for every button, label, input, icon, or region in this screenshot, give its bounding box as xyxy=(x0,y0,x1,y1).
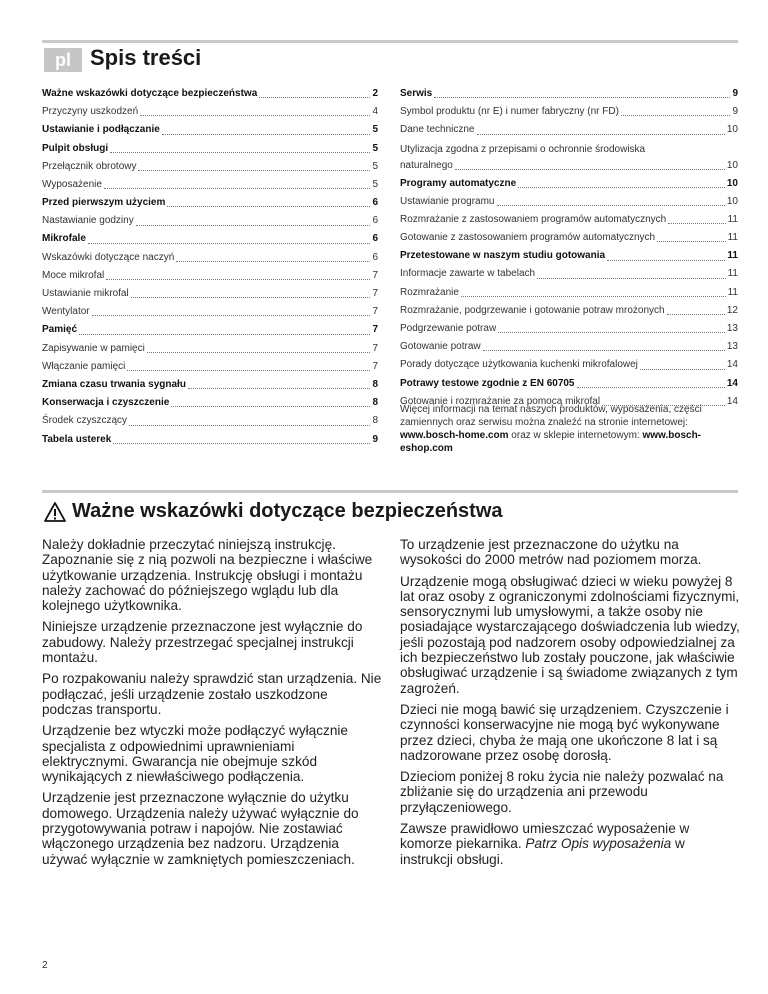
toc-entry-page: 11 xyxy=(727,268,738,280)
toc-entry[interactable] xyxy=(42,303,378,321)
toc-entry-label: Przyczyny uszkodzeń xyxy=(42,106,139,118)
toc-entry[interactable] xyxy=(400,211,738,229)
safety-left-column xyxy=(42,537,382,873)
language-badge: pl xyxy=(44,48,82,72)
toc-entry-label: Symbol produktu (nr E) i numer fabryczny (nr FD) xyxy=(400,106,619,118)
toc-leader-dots xyxy=(162,134,371,135)
toc-entry[interactable] xyxy=(400,356,738,374)
toc-leader-dots xyxy=(497,205,725,206)
toc-leader-dots xyxy=(127,370,370,371)
toc-entry-page: 13 xyxy=(726,323,738,335)
safety-paragraph: Po rozpakowaniu należy sprawdzić stan urządzenia. Nie podłączać, jeśli urządzenie zostało uszkodzone podczas transportu. xyxy=(42,671,382,717)
toc-leader-dots xyxy=(607,260,725,261)
toc-leader-dots xyxy=(176,261,370,262)
toc-entry-chapter[interactable] xyxy=(42,321,378,339)
toc-entry-label: Wskazówki dotyczące naczyń xyxy=(42,251,175,263)
toc-entry-chapter[interactable] xyxy=(400,247,738,265)
toc-leader-dots xyxy=(640,369,725,370)
toc-entry-label: Rozmrażanie xyxy=(400,286,459,298)
toc-entry-page: 6 xyxy=(372,251,378,263)
toc-entry-page: 14 xyxy=(726,377,738,389)
toc-entry-label: Potrawy testowe zgodnie z EN 60705 xyxy=(400,377,575,389)
safety-paragraph: To urządzenie jest przeznaczone do użytku na wysokości do 2000 metrów nad poziomem morza. xyxy=(400,537,702,568)
toc-entry-label: Podgrzewanie potraw xyxy=(400,323,497,335)
safety-paragraph: Należy dokładnie przeczytać niniejszą instrukcję. Zapoznanie się z nią pozwoli na bezpieczne i właściwe użytkowanie urządzenia. Instrukcję obsługi i montażu należy zachować do późniejszego wglądu lub dla kolejnego użytkownika. xyxy=(42,537,373,614)
toc-entry[interactable] xyxy=(42,212,378,230)
toc-entry-chapter[interactable] xyxy=(42,376,378,394)
toc-entry-page: 7 xyxy=(372,306,378,318)
toc-entry-label: Zapisywanie w pamięci xyxy=(42,342,145,354)
toc-entry-page: 2 xyxy=(372,87,378,99)
toc-entry-page: 6 xyxy=(372,215,378,227)
toc-entry-label: Mikrofale xyxy=(42,233,86,245)
toc-entry-label: Rozmrażanie, podgrzewanie i gotowanie potraw mrożonych xyxy=(400,304,665,316)
toc-entry-page: 7 xyxy=(372,324,378,336)
toc-entry[interactable] xyxy=(42,158,378,176)
toc-leader-dots xyxy=(147,352,371,353)
toc-leader-dots xyxy=(668,223,725,224)
toc-entry-page: 10 xyxy=(726,124,738,136)
toc-entry-page: 7 xyxy=(372,288,378,300)
toc-entry-label: Tabela usterek xyxy=(42,433,112,445)
toc-leader-dots xyxy=(621,115,730,116)
toc-leader-dots xyxy=(461,296,726,297)
toc-entry-page: 5 xyxy=(372,160,378,172)
toc-entry[interactable] xyxy=(42,176,378,194)
toc-entry-label: Gotowanie i rozmrażanie za pomocą mikrofal xyxy=(400,395,601,407)
toc-entry-chapter[interactable] xyxy=(400,375,738,393)
toc-entry-page: 5 xyxy=(372,142,378,154)
warning-icon xyxy=(44,502,66,522)
toc-entry-page: 11 xyxy=(727,213,738,225)
toc-leader-dots xyxy=(110,152,370,153)
toc-entry[interactable] xyxy=(400,302,738,320)
toc-leader-dots xyxy=(477,134,725,135)
toc-entry-page: 14 xyxy=(726,359,738,371)
toc-entry-page: 6 xyxy=(372,233,378,245)
toc-entry-label: Dane techniczne xyxy=(400,124,475,136)
toc-entry-label: Rozmrażanie z zastosowaniem programów automatycznych xyxy=(400,213,667,225)
toc-entry[interactable] xyxy=(42,285,378,303)
toc-entry-page: 4 xyxy=(372,106,378,118)
toc-entry-page: 5 xyxy=(372,124,378,136)
toc-entry-label: Ustawianie i podłączanie xyxy=(42,124,160,136)
toc-entry[interactable] xyxy=(42,249,378,267)
toc-entry-label: Informacje zawarte w tabelach xyxy=(400,268,536,280)
toc-entry-label: Przed pierwszym użyciem xyxy=(42,197,166,209)
toc-entry-page: 9 xyxy=(372,433,378,445)
info-text-1: Więcej informacji na temat naszych produktów, wyposażenia, części zamiennych oraz serwisu można znaleźć na stronie internetowej: xyxy=(400,404,702,428)
toc-entry-label: Włączanie pamięci xyxy=(42,360,126,372)
toc-entry-chapter[interactable] xyxy=(42,431,378,449)
toc-right-column xyxy=(400,85,738,411)
para-text: Zawsze prawidłowo umieszczać wyposażenie w komorze piekarnika. xyxy=(400,821,690,852)
toc-entry-page: 8 xyxy=(372,415,378,427)
safety-paragraph xyxy=(400,821,740,867)
safety-right-column xyxy=(400,537,740,873)
toc-leader-dots xyxy=(92,315,371,316)
toc-entry-page: 9 xyxy=(732,106,738,118)
toc-entry[interactable] xyxy=(400,229,738,247)
toc-leader-dots xyxy=(136,225,371,226)
toc-leader-dots xyxy=(455,169,725,170)
section-rule xyxy=(42,490,738,493)
toc-leader-dots xyxy=(106,279,370,280)
toc-entry-label: Zmiana czasu trwania sygnału xyxy=(42,378,186,390)
toc-entry[interactable] xyxy=(400,193,738,211)
toc-leader-dots xyxy=(88,243,371,244)
toc-leader-dots xyxy=(104,188,370,189)
toc-leader-dots xyxy=(171,406,370,407)
toc-entry-page: 10 xyxy=(726,177,738,189)
bosch-home-link[interactable]: www.bosch-home.com xyxy=(400,430,509,441)
toc-entry[interactable] xyxy=(400,338,738,356)
toc-left-column xyxy=(42,85,378,449)
safety-paragraph: Urządzenie bez wtyczki może podłączyć wyłącznie specjalista z odpowiednimi uprawnieniami elektrycznymi. Gwarancja nie obejmuje szkód wynikających z niewłaściwego podłączenia. xyxy=(42,723,348,785)
safety-title-text: Ważne wskazówki dotyczące bezpieczeństwa xyxy=(72,500,503,522)
toc-entry-page: 7 xyxy=(372,360,378,372)
toc-entry-label: Przełącznik obrotowy xyxy=(42,160,137,172)
toc-leader-dots xyxy=(498,332,725,333)
toc-leader-dots xyxy=(138,170,370,171)
toc-entry-label: Wentylator xyxy=(42,306,90,318)
toc-leader-dots xyxy=(657,241,725,242)
toc-entry[interactable] xyxy=(400,121,738,139)
toc-entry-page: 8 xyxy=(372,378,378,390)
toc-entry-page: 12 xyxy=(726,304,738,316)
toc-entry-chapter[interactable] xyxy=(42,231,378,249)
toc-entry-chapter[interactable] xyxy=(42,394,378,412)
toc-entry-page: 7 xyxy=(372,342,378,354)
toc-entry-chapter[interactable] xyxy=(400,85,738,103)
toc-entry-label: Przetestowane w naszym studiu gotowania xyxy=(400,250,606,262)
toc-entry-label: Środek czyszczący xyxy=(42,415,128,427)
toc-title: Spis treści xyxy=(90,45,202,70)
info-text-2: oraz w sklepie internetowym: xyxy=(508,430,643,441)
toc-entry-page: 7 xyxy=(372,269,378,281)
toc-entry-label: Programy automatyczne xyxy=(400,177,517,189)
toc-entry-page: 13 xyxy=(726,341,738,353)
toc-leader-dots xyxy=(577,387,725,388)
toc-entry-chapter[interactable] xyxy=(42,121,378,139)
toc-entry-page: 11 xyxy=(727,250,738,262)
toc-entry-chapter[interactable] xyxy=(42,85,378,103)
toc-entry-page: 10 xyxy=(726,195,738,207)
toc-leader-dots xyxy=(131,297,371,298)
safety-paragraph: Urządzenie jest przeznaczone wyłącznie do użytku domowego. Urządzenia należy używać wyłącznie do przygotowywania potraw i napojów. Nie zostawiać włączonego urządzenia bez nadzoru. Urządzenia używać wyłącznie w zamkniętych pomieszczeniach. xyxy=(42,790,359,867)
toc-leader-dots xyxy=(167,206,370,207)
bosch-eshop-link[interactable]: www.bosch-eshop.com xyxy=(400,430,702,454)
toc-leader-dots xyxy=(129,425,370,426)
toc-entry-label: Ustawianie mikrofal xyxy=(42,288,129,300)
safety-section-title xyxy=(44,500,503,523)
toc-entry-label: Ustawianie programu xyxy=(400,195,495,207)
top-rule xyxy=(42,40,738,43)
toc-entry[interactable] xyxy=(400,103,738,121)
safety-paragraph: Urządzenie mogą obsługiwać dzieci w wieku powyżej 8 lat oraz osoby z ograniczonymi zdolnościami fizycznymi, sensorycznymi lub umysłowymi, a także osoby nie posiadające wystarczającego doświadczenia lub wiedzy, jeśli pozostają pod nadzorem osoby odpowiedzialnej za ich bezpieczeństwo lub zostały pouczone, jak właściwie obsługiwać urządzenie i są świadome związanych z tym zagrożeń. xyxy=(400,573,740,696)
toc-entry-label: Pulpit obsługi xyxy=(42,142,109,154)
toc-leader-dots xyxy=(79,334,370,335)
toc-entry-label-cont: naturalnego xyxy=(400,159,453,171)
toc-entry-page: 10 xyxy=(726,159,738,171)
toc-leader-dots xyxy=(518,187,725,188)
toc-entry-label: Wyposażenie xyxy=(42,178,102,190)
toc-leader-dots xyxy=(667,314,725,315)
safety-paragraph: Dzieci nie mogą bawić się urządzeniem. Czyszczenie i czynności konserwacyjne nie mogą być wykonywane przez dzieci, chyba że mają one ukończone 8 lat i są nadzorowane przez osobę dorosłą. xyxy=(400,701,729,763)
cross-reference[interactable]: Patrz Opis wyposażenia xyxy=(525,836,672,852)
toc-entry-label: Nastawianie godziny xyxy=(42,215,134,227)
toc-leader-dots xyxy=(483,350,725,351)
toc-entry-page: 6 xyxy=(372,197,378,209)
toc-entry[interactable] xyxy=(42,267,378,285)
toc-leader-dots xyxy=(113,443,370,444)
toc-entry-label: Gotowanie z zastosowaniem programów automatycznych xyxy=(400,232,656,244)
toc-entry-label: Gotowanie potraw xyxy=(400,341,481,353)
safety-paragraph: Dzieciom poniżej 8 roku życia nie należy pozwalać na zbliżanie się do urządzenia ani przewodu przyłączeniowego. xyxy=(400,769,724,815)
toc-entry-label: Ważne wskazówki dotyczące bezpieczeństwa xyxy=(42,87,258,99)
toc-leader-dots xyxy=(259,97,370,98)
toc-entry[interactable] xyxy=(42,358,378,376)
toc-leader-dots xyxy=(434,97,730,98)
toc-entry-chapter[interactable] xyxy=(42,194,378,212)
toc-entry-chapter[interactable] xyxy=(42,140,378,158)
toc-entry-page: 5 xyxy=(372,178,378,190)
toc-entry[interactable] xyxy=(42,103,378,121)
para-tail: w instrukcji obsługi. xyxy=(400,836,685,867)
toc-entry-page: 14 xyxy=(726,395,738,407)
toc-entry-page: 9 xyxy=(732,87,738,99)
toc-entry[interactable] xyxy=(400,266,738,284)
toc-entry-page: 11 xyxy=(727,232,738,244)
toc-entry-label: Porady dotyczące użytkowania kuchenki mikrofalowej xyxy=(400,359,638,371)
toc-entry-page: 11 xyxy=(727,286,738,298)
toc-entry-label: Konserwacja i czyszczenie xyxy=(42,397,170,409)
toc-entry-chapter[interactable] xyxy=(400,175,738,193)
toc-entry-label: Serwis xyxy=(400,87,433,99)
toc-leader-dots xyxy=(537,278,726,279)
safety-paragraph: Niniejsze urządzenie przeznaczone jest wyłącznie do zabudowy. Należy przestrzegać specjalnej instrukcji montażu. xyxy=(42,619,363,666)
toc-leader-dots xyxy=(188,388,371,389)
toc-entry-label: Moce mikrofal xyxy=(42,269,105,281)
toc-entry-label: Utylizacja zgodna z przepisami o ochronnie środowiska xyxy=(400,143,646,155)
toc-entry-wrapped[interactable] xyxy=(400,140,738,175)
toc-entry-page: 8 xyxy=(372,397,378,409)
toc-entry[interactable] xyxy=(42,340,378,358)
toc-entry[interactable] xyxy=(400,284,738,302)
toc-entry-label: Pamięć xyxy=(42,324,78,336)
toc-entry[interactable] xyxy=(400,320,738,338)
page-number: 2 xyxy=(42,960,48,971)
more-info-note xyxy=(400,403,738,455)
toc-entry[interactable] xyxy=(42,412,378,430)
toc-leader-dots xyxy=(140,115,370,116)
